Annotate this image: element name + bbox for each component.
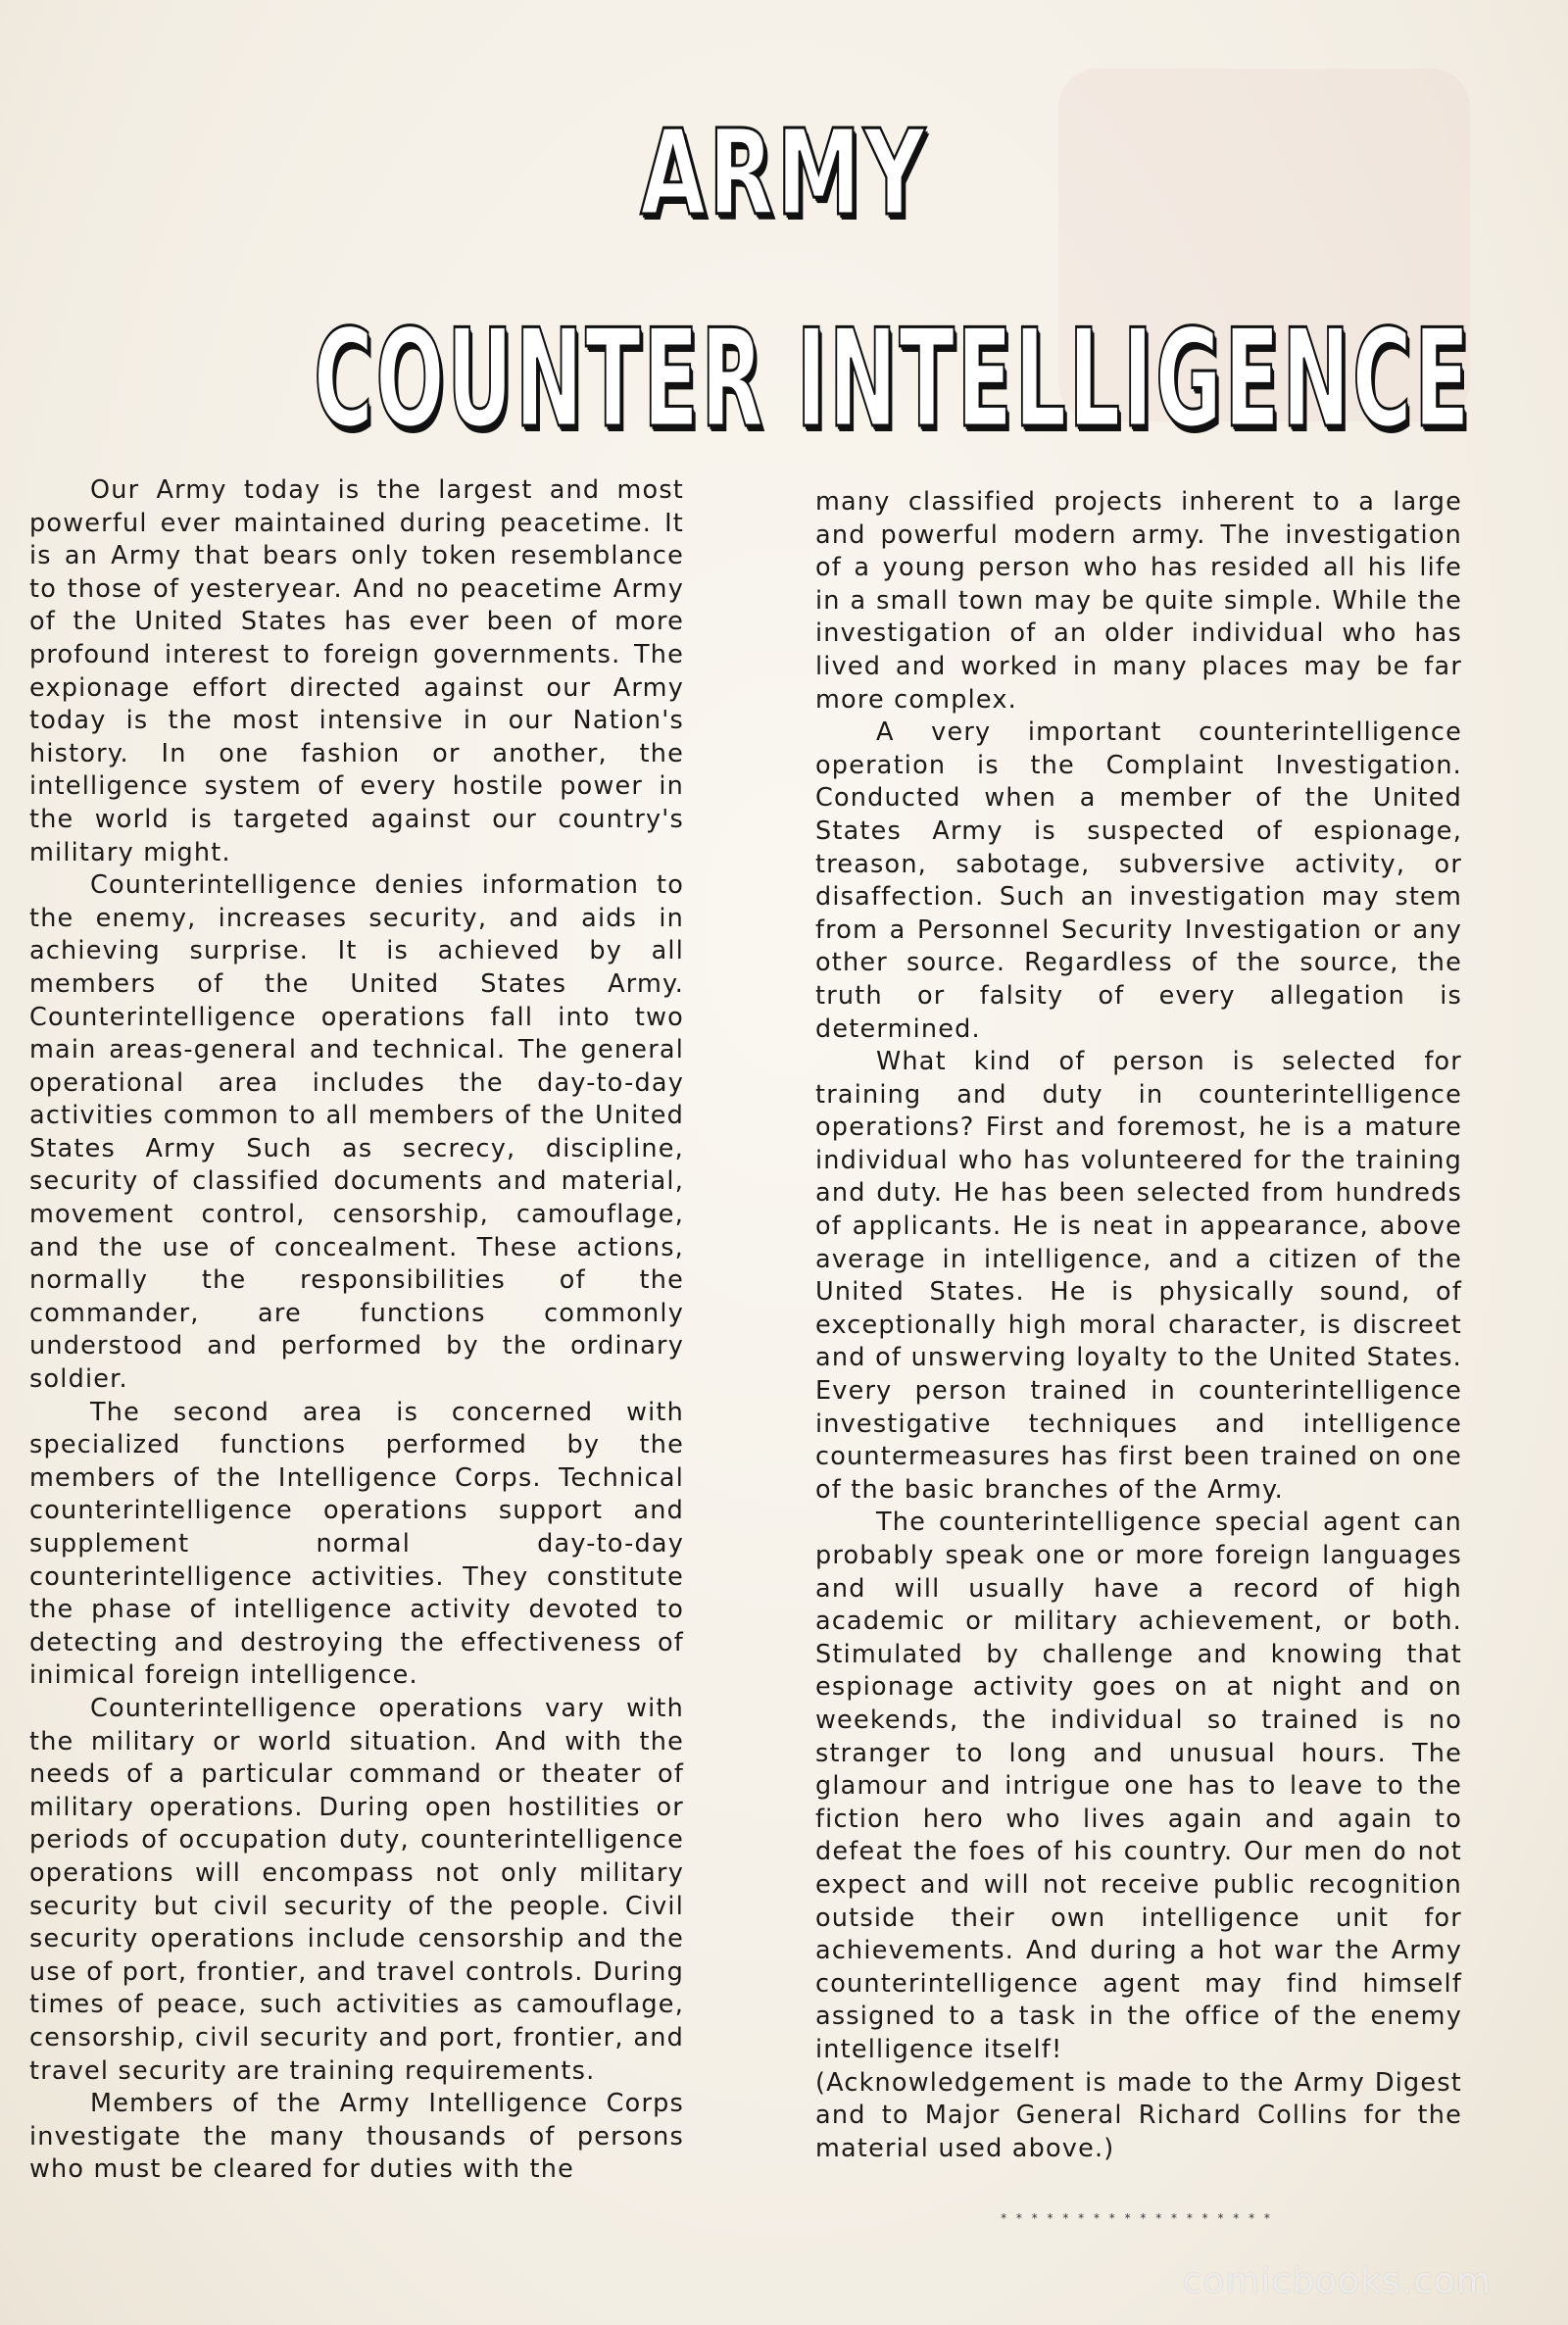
article-column-left: [29, 474, 684, 2187]
paragraph-special-agent: The counterintelligence special agent can probably speak one or more foreign languages and will usually have a record of high academic or military achievement, or both. Stimulated by challenge and knowing that espionage activity goes on at night and on weekends, the individual so trained is no stranger to long and unusual hours. The glamour and intrigue one has to leave to the fiction hero who lives again and again to defeat the foes of his country. Our men do not expect and will not receive public recognition outside their own intelligence unit for achievements. And during a hot war the Army counterintelligence agent may find himself assigned to a task in the office of the enemy intelligence itself!: [815, 1508, 1462, 2064]
source-watermark: comicbooks.com: [1182, 2261, 1492, 2301]
headline-army: ARMY: [640, 106, 928, 242]
paragraph-operations-vary: Counterintelligence operations vary with the military or world situation. And with the needs of a particular command or theater of military operations. During open hostilities or periods of occupation duty, counterintelligence operations will encompass not only military security but civil security of the people. Civil security operations include censorship and the use of port, frontier, and travel controls. During times of peace, such activities as camouflage, censorship, civil security and port, frontier, and travel security are training requirements.: [29, 1693, 684, 2086]
paragraph-members-investigate: Members of the Army Intelligence Corps investigate the many thousands of persons who must be cleared for duties with the: [29, 2089, 684, 2185]
paragraph-acknowledgement: (Acknowledgement is made to the Army Digest and to Major General Richard Collins for the material used above.): [815, 2067, 1462, 2163]
paragraph-second-area: The second area is concerned with specialized functions performed by the members of the Intelligence Corps. Technical counterintelligence operations support and supplement normal day-to-day counterintelligence activities. They constitute the phase of intelligence activity devoted to detecting and destroying the effectiveness of inimical foreign intelligence.: [29, 1397, 684, 1691]
paragraph-selection: What kind of person is selected for training and duty in counterintelligence operations? First and foremost, he is a mature individual who has volunteered for the training and duty. He has been selected from hundreds of applicants. He is neat in appearance, above average in intelligence, and a citizen of the United States. He is physically sound, of exceptionally high moral character, is discreet and of unswerving loyalty to the United States. Every person trained in counterintelligence investigative techniques and intelligence countermeasures has first been trained on one of the basic branches of the Army.: [815, 1047, 1462, 1505]
article-column-right: [815, 486, 1462, 2165]
section-divider-stars: * * * * * * * * * * * * * * * * * *: [1001, 2211, 1273, 2225]
paragraph-complaint-investigation: A very important counterintelligence operation is the Complaint Investigation. Conducted when a member of the United States Army is suspected of espionage, treason, sabotage, subversive activity, or disaffection. Such an investigation may stem from a Personnel Security Investigation or any other source. Regardless of the source, the truth or falsity of every allegation is determined.: [815, 717, 1462, 1044]
paragraph-counterintelligence-definition: Counterintelligence denies information to the enemy, increases security, and aids in achieving surprise. It is achieved by all members of the United States Army. Counterintelligence operations fall into two main areas-general and technical. The general operational area includes the day-to-day activities common to all members of the United States Army Such as secrecy, discipline, security of classified documents and material, movement control, censorship, camouflage, and the use of concealment. These actions, normally the responsibilities of the commander, are functions commonly understood and performed by the ordinary soldier.: [29, 870, 684, 1395]
paragraph-intro: Our Army today is the largest and most powerful ever maintained during peacetime. It is an Army that bears only token resemblance to those of yesteryear. And no peacetime Army of the United States has ever been of more profound interest to foreign governments. The expionage effort directed against our Army today is the most intensive in our Nation's history. In one fashion or another, the intelligence system of every hostile power in the world is targeted against our country's military might.: [29, 475, 684, 867]
headline-counter-intelligence: COUNTER INTELLIGENCE: [313, 300, 1472, 458]
paragraph-continuation: many classified projects inherent to a large and powerful modern army. The investigation of a young person who has resided all his life in a small town may be quite simple. While the investigation of an older individual who has lived and worked in many places may be far more complex.: [815, 487, 1462, 715]
